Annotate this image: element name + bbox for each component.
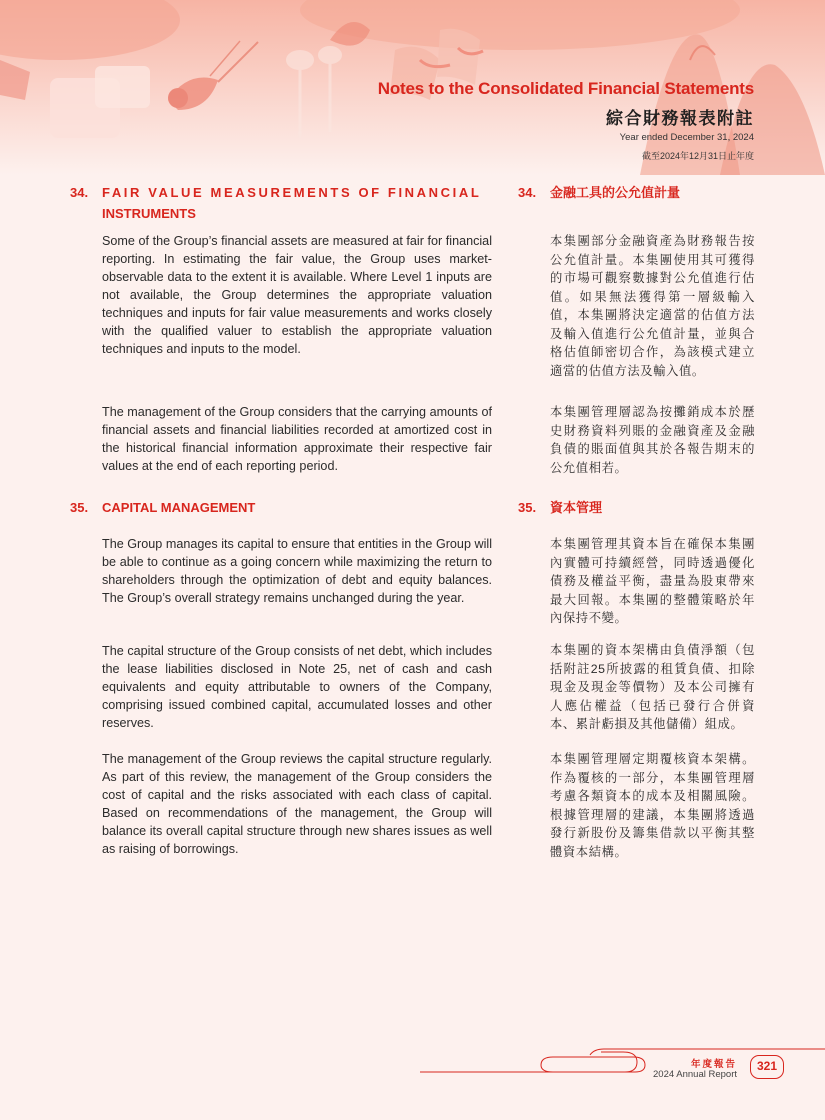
section-title-zh: 金融工具的公允值計量: [550, 185, 681, 200]
footer-annual-report-en: 2024 Annual Report: [653, 1069, 737, 1080]
section-title-line2: INSTRUMENTS: [102, 206, 196, 221]
section-title-line1: FAIR VALUE MEASUREMENTS OF FINANCIAL: [102, 185, 482, 200]
page-number: 321: [750, 1055, 784, 1079]
section-34-heading-en: [70, 182, 492, 224]
paragraph-zh: 本集團管理層定期覆核資本架構。作為覆核的一部分，本集團管理層考慮各類資本的成本及相關風險。根據管理層的建議，本集團將透過發行新股份及籌集借款以平衡其整體資本結構。: [550, 752, 755, 859]
paragraph-zh: 本集團管理層認為按攤銷成本於歷史財務資料列賬的金融資產及金融負債的賬面值與其於各報告期末的公允值相若。: [550, 405, 755, 475]
section-title-line1: CAPITAL MANAGEMENT: [102, 500, 256, 515]
section-title-zh: 資本管理: [550, 500, 603, 515]
period-en: Year ended December 31, 2024: [619, 132, 754, 143]
section-35-heading-en: [70, 497, 492, 518]
paragraph-en: The Group manages its capital to ensure that entities in the Group will be able to continue as a going concern while maximizing the return to shareholders through the optimization of debt and equity balances. The Group’s overall strategy remains unchanged during the year.: [102, 537, 492, 605]
paragraph-zh: 本集團的資本架構由負債淨額（包括附註25所披露的租賃負債、扣除現金及現金等價物）及本公司擁有人應佔權益（包括已發行合併資本、累計虧損及其他儲備）組成。: [550, 643, 755, 731]
paragraph-en: The capital structure of the Group consists of net debt, which includes the lease liabilities disclosed in Note 25, net of cash and cash equivalents and equity attributable to owners of the Company, comprising issued combined capital, accumulated losses and other reserves.: [102, 644, 492, 730]
section-number: 34.: [518, 185, 537, 200]
section-number: 34.: [70, 185, 89, 200]
paragraph-en: The management of the Group reviews the capital structure regularly. As part of this review, the management of the Group considers the cost of capital and the risks associated with each class of capital. Based on recommendations of the management, the Group will balance its overall capital structure through new shares issues as well as raising of borrowings.: [102, 752, 492, 856]
section-number: 35.: [518, 500, 537, 515]
paragraph-zh: 本集團管理其資本旨在確保本集團內實體可持續經營，同時透過優化債務及權益平衡，盡量為股東帶來最大回報。本集團的整體策略於年內保持不變。: [550, 537, 755, 625]
footer-annual-report-zh: 年度報告: [690, 1059, 737, 1070]
paragraph-zh: 本集團部分金融資產為財務報告按公允值計量。本集團使用其可獲得的市場可觀察數據對公允值進行估值。如果無法獲得第一層級輸入值，本集團將決定適當的估值方法及輸入值進行公允值計量，並與合格估值師密切合作，為該模式建立適當的估值方法及輸入值。: [550, 234, 755, 378]
page-title-en: Notes to the Consolidated Financial Statements: [377, 79, 754, 98]
section-35-heading-zh: [518, 497, 754, 518]
section-34-heading-zh: [518, 182, 754, 203]
period-zh: 截至2024年12月31日止年度: [641, 151, 754, 161]
paragraph-en: Some of the Group’s financial assets are measured at fair for financial reporting. In estimating the fair value, the Group uses market-observable data to the extent it is available. Where Level 1 inputs are not available, the Group determines the appropriate valuation techniques and inputs for fair value measurements and works closely with the qualified valuer to establish the appropriate valuation techniques and inputs to the model.: [102, 234, 492, 356]
paragraph-en: The management of the Group considers that the carrying amounts of financial assets and financial liabilities recorded at amortized cost in the historical financial information approximate their respective fair values at the end of each reporting period.: [102, 405, 492, 473]
section-number: 35.: [70, 500, 89, 515]
page-title-zh: 綜合財務報表附註: [606, 109, 754, 128]
